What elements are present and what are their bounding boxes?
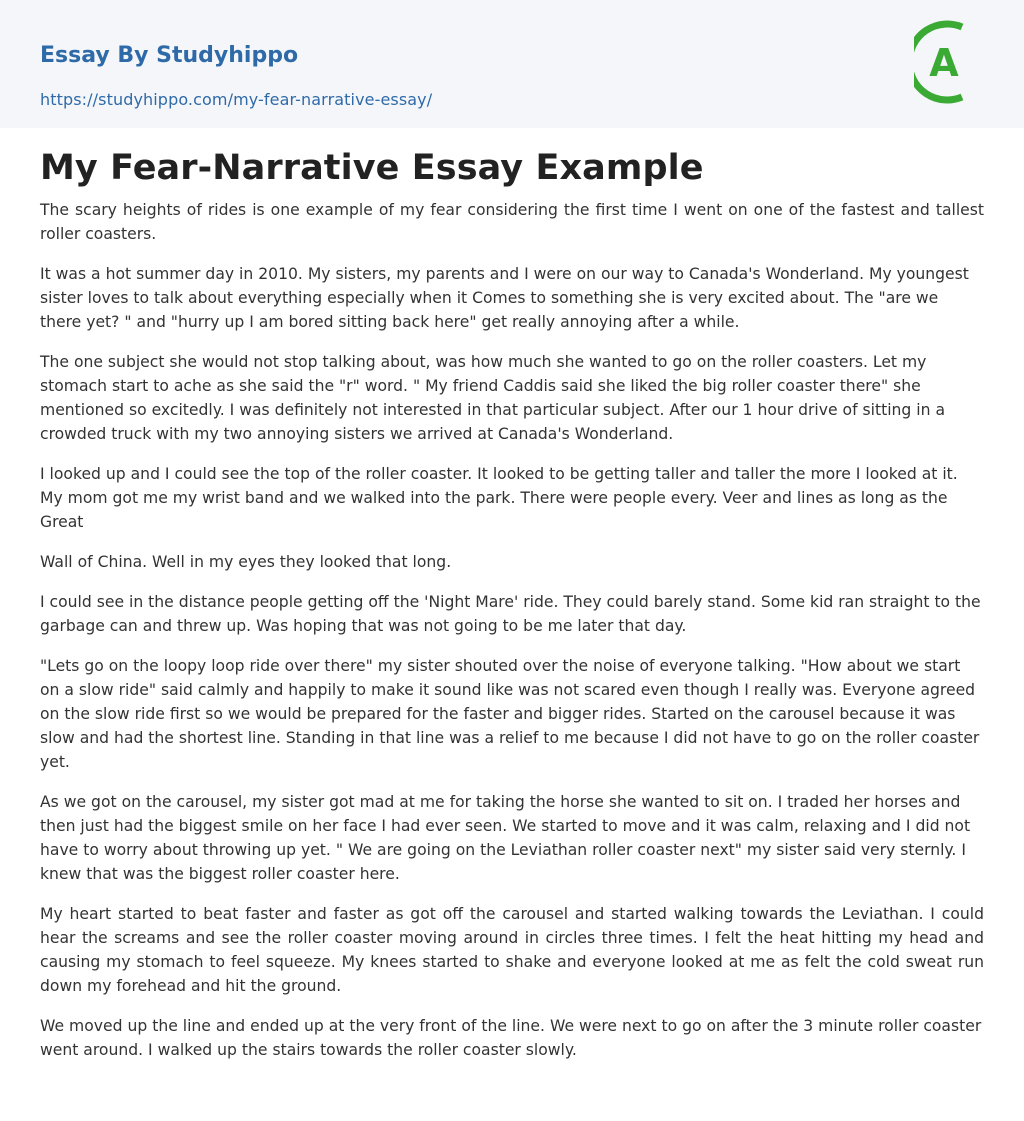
site-header <box>0 0 1024 128</box>
paragraph-2: It was a hot summer day in 2010. My sisters, my parents and I were on our way to Canada's Wonderland. My youngest sister loves to talk about everything especially when it Comes to something she is very excited about. The "are we there yet? " and "hurry up I am bored sitting back here" get really annoying after a while. <box>40 265 969 331</box>
logo-letter: A <box>929 41 959 85</box>
paragraph-8: As we got on the carousel, my sister got mad at me for taking the horse she wanted to sit on. I traded her horses and then just had the biggest smile on her face I had ever seen. We started to move and it was calm, relaxing and I did not have to worry about throwing up yet. " We are going on the Leviathan roller coaster next" my sister said very sternly. I knew that was the biggest roller coaster here. <box>40 793 971 883</box>
studyhippo-logo-icon[interactable] <box>914 18 986 106</box>
paragraph-4: I looked up and I could see the top of the roller coaster. It looked to be getting taller and taller the more I looked at it. My mom got me my wrist band and we walked into the park. There were people every. Veer and lines as long as the Great <box>40 465 958 531</box>
article-title: My Fear-Narrative Essay Example <box>40 148 704 188</box>
paragraph-10: We moved up the line and ended up at the very front of the line. We were next to go on after the 3 minute roller coaster went around. I walked up the stairs towards the roller coaster slowly. <box>40 1017 982 1059</box>
paragraph-6: I could see in the distance people getting off the 'Night Mare' ride. They could barely stand. Some kid ran straight to the garbage can and threw up. Was hoping that was not going to be me later that day. <box>40 593 981 635</box>
paragraph-9: My heart started to beat faster and faster as got off the carousel and started walking towards the Leviathan. I could hear the screams and see the roller coaster moving around in circles three times. I felt the heat hitting my head and causing my stomach to feel squeeze. My knees started to shake and everyone looked at me as felt the cold sweat run down my forehead and hit the ground. <box>40 905 984 995</box>
paragraph-3: The one subject she would not stop talking about, was how much she wanted to go on the roller coasters. Let my stomach start to ache as she said the "r" word. " My friend Caddis said she liked the big roller coaster there" she mentioned so excitedly. I was definitely not interested in that particular subject. After our 1 hour drive of sitting in a crowded truck with my two annoying sisters we arrived at Canada's Wonderland. <box>40 353 946 443</box>
paragraph-5: Wall of China. Well in my eyes they looked that long. <box>40 553 452 571</box>
paragraph-7: "Lets go on the loopy loop ride over there" my sister shouted over the noise of everyone talking. "How about we start on a slow ride" said calmly and happily to make it sound like was not scared even though I really was. Everyone agreed on the slow ride first so we would be prepared for the faster and bigger rides. Started on the carousel because it was slow and had the shortest line. Standing in that line was a relief to me because I did not have to go on the roller coaster yet. <box>40 657 980 771</box>
article-body <box>0 148 1024 1062</box>
paragraph-1: The scary heights of rides is one example of my fear considering the first time I went on one of the fastest and tallest roller coasters. <box>40 201 984 243</box>
article-url-link[interactable]: https://studyhippo.com/my-fear-narrative-essay/ <box>40 90 433 109</box>
site-brand: Essay By Studyhippo <box>40 43 299 68</box>
